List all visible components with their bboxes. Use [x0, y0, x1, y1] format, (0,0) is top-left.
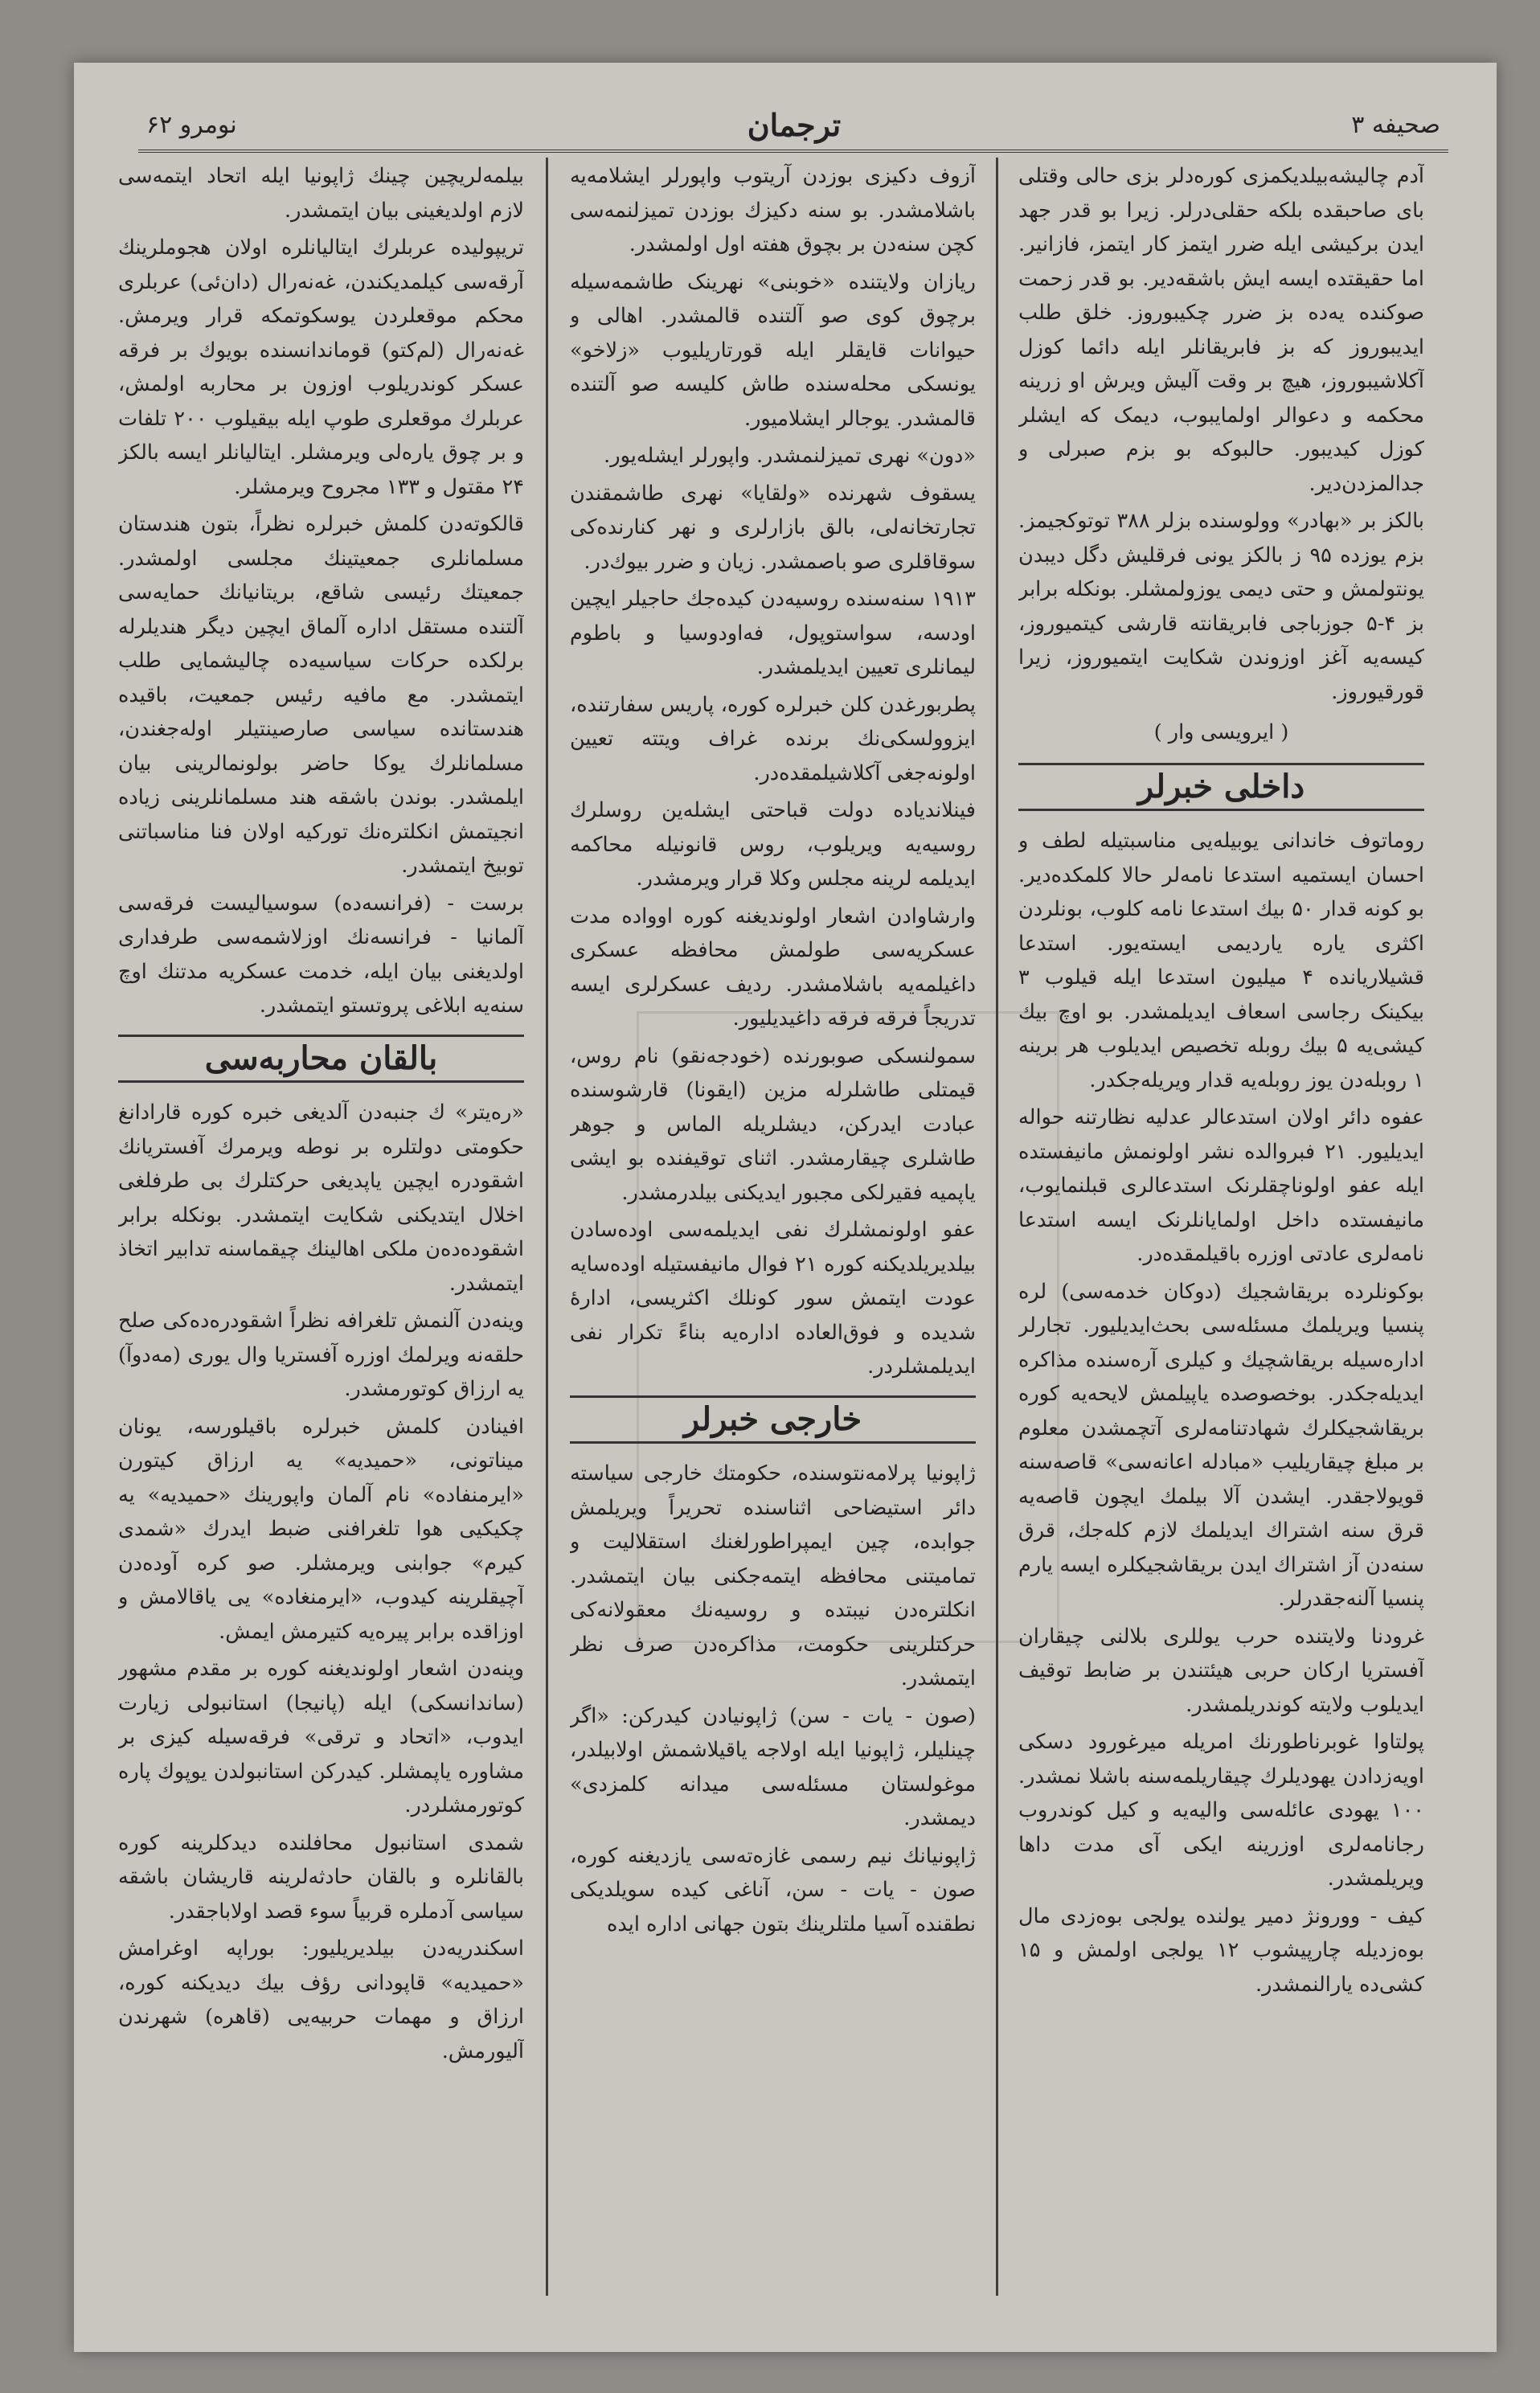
news-item: تریپولیده عربلرك ایتالیانلره اولان هجوملرینك آرقه‌سی کیلمدیکندن، غه‌نه‌رال (دان‌ئی) عربلری محکم موقعلردن یوسکوتمکه قرار ویرمش. غه‌نه‌رال (لم‌کتو) قوماندانسنده بویوك بر فرقه عسکر کوندریلوب اوزون بر محاربه اولمش، عربلرك موقعلری طوپ ایله بیقیلوب ۲۰۰ تلفات و بر چوق یاره‌لی ویرمشلر. ایتالیانلر ایسه بالکز ۲۴ مقتول و ۱۳۳ مجروح ویرمشلر.: [118, 236, 524, 499]
news-item: وینه‌دن اشعار اولوندیغنه کوره بر مقدم مشهور (ساندانسکی) ایله (پانیجا) استانبولی زیارت ایدوب، «اتحاد و ترقی» فرقه‌سیله کیزی بر مشاوره یاپمشلر. کیدرکن استانبولدن یوپوك پاره کوتورمشلردر.: [118, 1657, 524, 1817]
news-item: یسقوف شهرنده «ولقایا» نهری طاشمقندن تجارتخانه‌لی، بالق بازارلری و نهر کنارنده‌کی سوقاقلری صو باصمشدر. زیان و ضرر بیوك‌در.: [570, 481, 976, 574]
article-paragraph: آدم چالیشه‌بیلدیکمزی کوره‌دلر بزی حالی وقتلی بای صاحبقده بلکه حقلی‌درلر. زیرا بو قدر جهد ایدن برکیشی ایله ضرر ایتمز کار ایتمز، فازانیر. اما حقیقتده ایسه ایش باشقه‌دیر. بو قدر زحمت صوکنده یه‌ده بز ضرر چکیبوروز. خلق طلب ایدیبوروز که بز فابریقانلر ایله دائما کوزل آکلاشیبوروز، هیچ بر وقت آلیش ویرش او زرینه محکمه و دعوالر اولمایبوب، دیمک که ایشلر کوزل کیدیبور. حالبوکه بو بزم صبرلی و جدالمزدن‌دیر.: [1018, 164, 1424, 496]
page-header: [146, 96, 1440, 153]
section-heading-foreign-news: خارجی خبرلر: [570, 1395, 976, 1444]
page-number-label: صحیفه ۳: [1351, 110, 1440, 139]
news-item: وینه‌دن آلنمش تلغرافه نظراً اشقودره‌ده‌کی صلح حلقه‌نه ویرلمك اوزره آفستریا وال یوری (مه‌دوآ) یه ارزاق کوتورمشدر.: [118, 1309, 524, 1401]
news-item: (صون - یات - سن) ژاپونیادن کیدرکن: «اگر چینلیلر، ژاپونیا ایله اولاجه یاقیلاشمش اولابیلدر، موغولستان مسئله‌سی میدانه کلمزدی» دیمشدر.: [570, 1703, 976, 1830]
news-item: برست - (فرانسه‌ده) سوسیالیست فرقه‌سی آلمانیا - فرانسه‌نك اوزلاشمه‌سی طرفداری اولدیغنی بیان ایله، خدمت عسکریه مدتنك اوچ سنه‌یه ابلاغی پروتستو ایتمشدر.: [118, 891, 524, 1018]
news-item: بیلمه‌لریچین چینك ژاپونیا ایله اتحاد ایتمه‌سی لازم اولدیغینی بیان ایتمشدر.: [118, 164, 524, 223]
news-item: ریازان ولایتنده «خوبنی» نهرینک طاشمه‌سیله برچوق کوی صو آلتنده قالمشدر. اهالی و حیوانات قایقلر ایله قورتاریلیوب «زلاخو» یونسکی محله‌سنده طاش کلیسه صو آلتنده قالمشدر. یوجالر ایشلامیور.: [570, 269, 976, 431]
section-heading-domestic-news: داخلی خبرلر: [1018, 763, 1424, 812]
news-item: وارشاوادن اشعار اولوندیغنه کوره اوواده مدت عسکریه‌سی طولمش محافظه عسکری داغیلمه‌یه باشلامشدر. ردیف عسکرلری ایسه تدریجاً فرقه فرقه داغیدیلیور.: [570, 904, 976, 1031]
issue-number-label: نومرو ۶۲: [146, 110, 237, 139]
news-item: فینلاندیاده دولت قباحتی ایشله‌ین روسلرك روسیه‌یه ویریلوب، روس قانونیله محاکمه ایدیلمه لرینه مجلس وکلا قرار ویرمشدر.: [570, 798, 976, 891]
column-left: [118, 159, 524, 2320]
news-item: عفوه دائر اولان استدعالر عدلیه نظارتنه حواله ایدیلیور. ۲۱ فبروالده نشر اولونمش مانیفستده ایله عفو اولوناچقلرنک استدعالری قبلنمایوب، مانیفستده داخل اولمایانلرنک ایسه استدعا نامه‌لری عادتی اوزره باقیلمقده‌در.: [1018, 1105, 1424, 1266]
news-item: ژاپونیانك نیم رسمی غازه‌ته‌سی یازدیغنه کوره، صون - یات - سن، آناغی کیده سویلدیکی نطقنده آسیا ملتلرینك بتون جهانی اداره ایده: [570, 1843, 976, 1936]
news-item: عفو اولونمشلرك نفی ایدیلمه‌سی اوده‌سادن بیلدیریلدیکنه کوره ۲۱ فوال مانیفستیله اوده‌سایه عودت ایتمش سور کونلك اکثریسی، ادارهٔ شدیده و فوق‌العاده اداره‌یه بناءً تکرار نفی ایدیلمشلردر.: [570, 1218, 976, 1379]
column-right: [1018, 159, 1424, 2320]
news-item: آزوف دکیزی بوزدن آریتوب واپورلر ایشلامه‌یه باشلامشدر. بو سنه دکیزك بوزدن تمیزلنمه‌سی کچن سنه‌دن بر بچوق هفته اول اولمشدر.: [570, 164, 976, 256]
news-item: سمولنسکی صوبورنده (خودجه‌نقو) نام روس، قیمتلی طاشلرله مزین (ایقونا) قارشوسنده عبادت ایدرکن، دیشلریله الماس و جوهر طاشلری چیقارمشدر. اثنای توقیفنده بو ایشی یاپمیه فقیرلکی مجبور ایدیکنی بیلدرمشدر.: [570, 1043, 976, 1205]
newspaper-title: ترجمان: [747, 106, 842, 143]
news-item: افینادن کلمش خبرلره باقیلورسه، یونان میناتونی، «حمیدیه» یه ارزاق کیتورن «ایرمنفاده» نام آلمان واپورینك «حمیدیه» یه چکیکیی هوا تلغرافنی ضبط ایدرك «شمدی کیرم» جوابنی ویرمشلر. صو کره آوده‌دن آچیقلرینه کیدوب، «ایرمنغاده» یی یاقالامش و اوزاقده برابر پیره‌یه کتیرمش ایمش.: [118, 1414, 524, 1644]
column-middle: [570, 159, 976, 2320]
news-item: کیف - وورونژ دمیر یولنده یولجی بوه‌زدی مال بوه‌زدیله چارپیشوب ۱۲ یولجی اولمش و ۱۵ کشی‌ده یارالنمشدر.: [1018, 1903, 1424, 1997]
news-item: قالکوته‌دن کلمش خبرلره نظراً، بتون هندستان مسلمانلری جمعیتینك مجلسی اولمشدر. جمعیتك رئیسی شاقع، بریتانیانك حمایه‌سی آلتنده مستقل اداره آلماق ایچین دیگر هندیلرله برلکده حرکات سیاسیه‌ده چالیشمایی طلب ایتمشدر. مع مافیه رئیس جمعیت، باقیده هندستانده سیاسی صارصینتیلر اوله‌جغندن، مسلمانلرك یوکا حاضر بولونمالرینی بیان ایلمشدر. بوندن باشقه هند مسلمانلرینی زیاده انجیتمش انکلتره‌نك تورکیه اولان فنا مناسباتنی توبیخ ایتمشدر.: [118, 512, 524, 878]
news-item: پطربورغدن کلن خبرلره کوره، پاریس سفارتنده، ایزوولسکی‌نك برنده غراف ویتته تعیین اولونه‌جغی آکلاشیلمقده‌در.: [570, 692, 976, 785]
newspaper-page: [74, 63, 1497, 2352]
news-item: شمدی استانبول محافلنده دیدکلرینه کوره بالقانلره و بالقان حادثه‌لرینه قاریشان باشقه سیاسی آدملره قربیاً سوء قصد اولاباجقدر.: [118, 1830, 524, 1924]
news-item: غرودنا ولایتنده حرب یوللری بلالنی چیقاران آفستریا ارکان حربی هیئتندن بر ضابط توقیف ایدیلوب ولایته کوندریلمشدر.: [1018, 1624, 1424, 1717]
news-item: اسکندریه‌دن بیلدیریلیور: بوراپه اوغرامش «حمیدیه» قاپودانی رؤف بیك دیدیکنه کوره، ارزاق و مهمات حربیه‌یی (قاهره) شهرندن آلیورمش.: [118, 1936, 524, 2063]
header-divider: [138, 150, 1448, 153]
article-paragraph: بالکز بر «بهادر» وولوسنده بزلر ۳۸۸ توتوکجیمز. بزم یوزده ۹۵ ز بالکز یونی فرقلیش دگل دیبدن یونتولمش و حتی دیمی یوزولمشلر. بونکله برابر بز ۴-۵ جوزباجی فابریقانته قارشی کیتمیوروز، کیسه‌یه آغز اوزوندن شکایت ایتمیوروز، زیرا قورقیوروز.: [1018, 509, 1424, 704]
column-divider: [996, 158, 998, 2296]
news-item: ژاپونیا پرلامه‌نتوسنده، حکومتك خارجی سیاسته دائر استیضاحی اثناسنده تحریراً ویریلمش جوابده، چین ایمپراطورلغنك استقلالیت و تمامیتنی محافظه ایتمه‌جکنی بیان ایتمشدر. انکلتره‌دن نیبتده و روسیه‌نك معقولانه‌کی حرکتلرینی حکومت، مذاکره‌دن صرف نظر ایتمشدر.: [570, 1461, 976, 1690]
news-item: «دون» نهری تمیزلنمشدر. واپورلر ایشله‌یور.: [604, 444, 976, 468]
news-item: ۱۹۱۳ سنه‌سنده روسیه‌دن کیده‌جك حاجیلر ایچین اودسه، سواستوپول، فه‌اودوسیا و باطوم لیمانلری تعیین ایدیلمشدر.: [570, 587, 976, 679]
news-item: روماتوف خاندانی یوبیله‌یی مناسبتیله لطف و احسان ایستمیه استدعا نامه‌لر حالا کلمکده‌دیر. بو کونه قدار ۵۰ بیك استدعا نامه کلوب، بونلردن اکثری یاره یاردیمی ایسته‌یور. استدعا قشیلاریانده ۴ میلیون استدعا ایله قیلوب ۳ بیکینک رجاسی اسعاف ایدیلمشدر. بو اوچ بیك کیشی‌یه ۵ بیك روبله تخصیص ایدیلوب هر برینه ۱ روبله‌دن یوز روبله‌یه قدار ویریله‌جکدر.: [1018, 829, 1424, 1092]
news-item: «ره‌یتر» ك جنبه‌دن آلدیغی خبره کوره قارادانغ حکومتی دولتلره بر نوطه ویرمرك آفستریانك اشقودره ایچین یاپدیغی حرکتلرك بی طرفلغی اخلال ایتدیکنی شکایت ایتمشدر. بونکله برابر اشقوده‌ده‌ن ملکی اهالینك چیقماسنه تدابیر اتخاذ ایتمشدر.: [118, 1100, 524, 1296]
column-divider: [546, 158, 548, 2296]
news-item: بوکونلرده بریقاشجیك (دوکان خدمه‌سی) لره پنسیا ویریلمك مسئله‌سی بحث‌ایدیلیور. تجارلر اداره‌سیله بریقاشچیك و کیلری آره‌سنده مذاکره ایدیله‌جکدر. بوخصوصده یاپیلمش لایحه‌یه کوره بریقاشجیکلرك شهادتنامه‌لری آتچمشدن معلوم بر مبلغ چیقاریلیب «مبادله اعانه‌سی» قاصه‌سنه قویولاجقدر. ایشدن آلا بیلمك ایچون قاصه‌یه قرق سنه اشتراك ایدیلمك لازم کله‌جك، قرق سنه‌دن آز اشتراك ایدن بریقاشجیکلره ایسه یارم پنسیا آلنه‌جقدرلر.: [1018, 1279, 1424, 1611]
continued-note: ( ایرویسی وار ): [1153, 720, 1289, 744]
section-heading-balkan-war: بالقان محاربه‌سی: [118, 1035, 524, 1084]
news-item: پولتاوا غوبرناطورنك امریله میرغورود دسکی اویه‌زدادن یهودیلرك چیقاریلمه‌سنه باشلا نمشدر. ۱۰۰ یهودی عائله‌سی والیه‌یه و کیل کوندروب رجانامه‌لری اوزرینه ایکی آی مدت داها ویریلمشدر.: [1018, 1730, 1424, 1891]
